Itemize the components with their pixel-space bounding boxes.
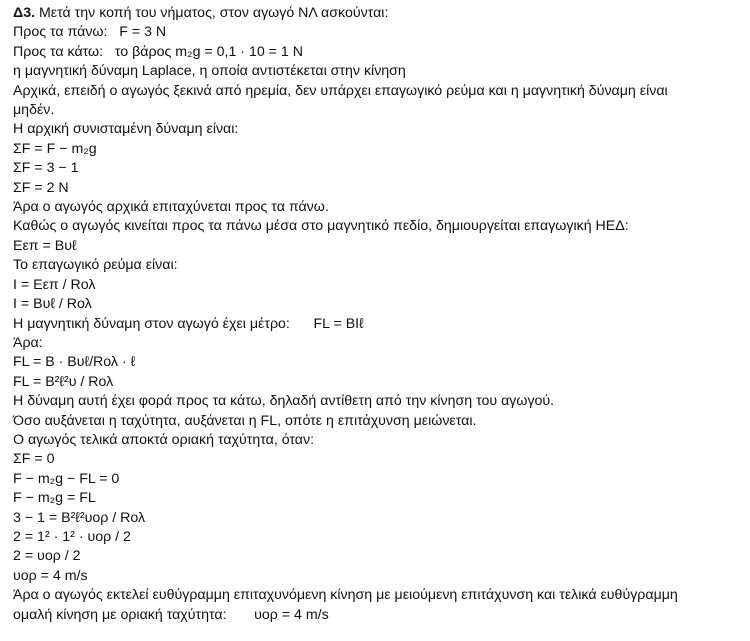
text-line: Το επαγωγικό ρεύμα είναι: <box>13 257 178 274</box>
equation-line: ΣF = 0 <box>13 451 55 468</box>
text-line: Καθώς ο αγωγός κινείται προς τα πάνω μέσα στο μαγνητικό πεδίο, δημιουργείται επαγωγική ΗΕΔ: <box>13 218 629 235</box>
text-line: Όσο αυξάνεται η ταχύτητα, αυξάνεται η FL, οπότε η επιτάχυνση μειώνεται. <box>13 412 477 429</box>
equation-line: F − m₂g = FL <box>13 490 96 507</box>
text-line: Η αρχική συνισταμένη δύναμη είναι: <box>13 121 239 138</box>
equation-line: 3 − 1 = B²ℓ²υορ / Rολ <box>13 509 146 526</box>
equation-line: 2 = υορ / 2 <box>13 548 81 565</box>
equation-line: I = Bυℓ / Rολ <box>13 296 92 313</box>
text-line: Άρα ο αγωγός αρχικά επιταχύνεται προς τα πάνω. <box>13 199 329 216</box>
text-line: Άρα ο αγωγός εκτελεί ευθύγραμμη επιταχυνόμενη κίνηση με μειούμενη επιτάχυνση και τελικά ευθύγραμμη <box>13 587 678 604</box>
text-line: Προς τα κάτω: το βάρος m₂g = 0,1 · 10 = 1 N <box>13 43 303 60</box>
equation-line: υορ = 4 m/s <box>13 567 88 584</box>
text-line: Η μαγνητική δύναμη στον αγωγό έχει μέτρο: FL = BIℓ <box>13 315 364 332</box>
line-text: Μετά την κοπή του νήματος, στον αγωγό ΝΛ ασκούνται: <box>35 5 389 21</box>
equation-line: Εεπ = Bυℓ <box>13 237 77 254</box>
equation-line: ΣF = 2 N <box>13 179 69 196</box>
first-line <box>13 4 742 23</box>
text-line: μηδέν. <box>13 102 55 119</box>
equation-line: I = Εεπ / Rολ <box>13 276 96 293</box>
equation-line: ΣF = 3 − 1 <box>13 160 79 177</box>
text-line: Προς τα πάνω: F = 3 N <box>13 24 167 41</box>
text-line: Αρχικά, επειδή ο αγωγός ξεκινά από ηρεμία, δεν υπάρχει επαγωγικό ρεύμα και η μαγνητική δύναμη είναι <box>13 82 668 99</box>
equation-line: ΣF = F − m₂g <box>13 140 97 157</box>
section-heading: Δ3. <box>13 5 36 21</box>
text-line: η μαγνητική δύναμη Laplace, η οποία αντιστέκεται στην κίνηση <box>13 63 406 80</box>
equation-line: 2 = 1² · 1² · υορ / 2 <box>13 528 131 545</box>
text-line: Άρα: <box>13 334 43 351</box>
equation-line: F − m₂g − FL = 0 <box>13 470 120 487</box>
text-line: Ο αγωγός τελικά αποκτά οριακή ταχύτητα, όταν: <box>13 431 315 448</box>
text-line: ομαλή κίνηση με οριακή ταχύτητα: υορ = 4 m/s <box>13 606 329 623</box>
equation-line: FL = B · Bυℓ/Rολ · ℓ <box>13 354 136 371</box>
equation-line: FL = B²ℓ²υ / Rολ <box>13 373 114 390</box>
text-line: Η δύναμη αυτή έχει φορά προς τα κάτω, δηλαδή αντίθετη από την κίνηση του αγωγού. <box>13 393 555 410</box>
